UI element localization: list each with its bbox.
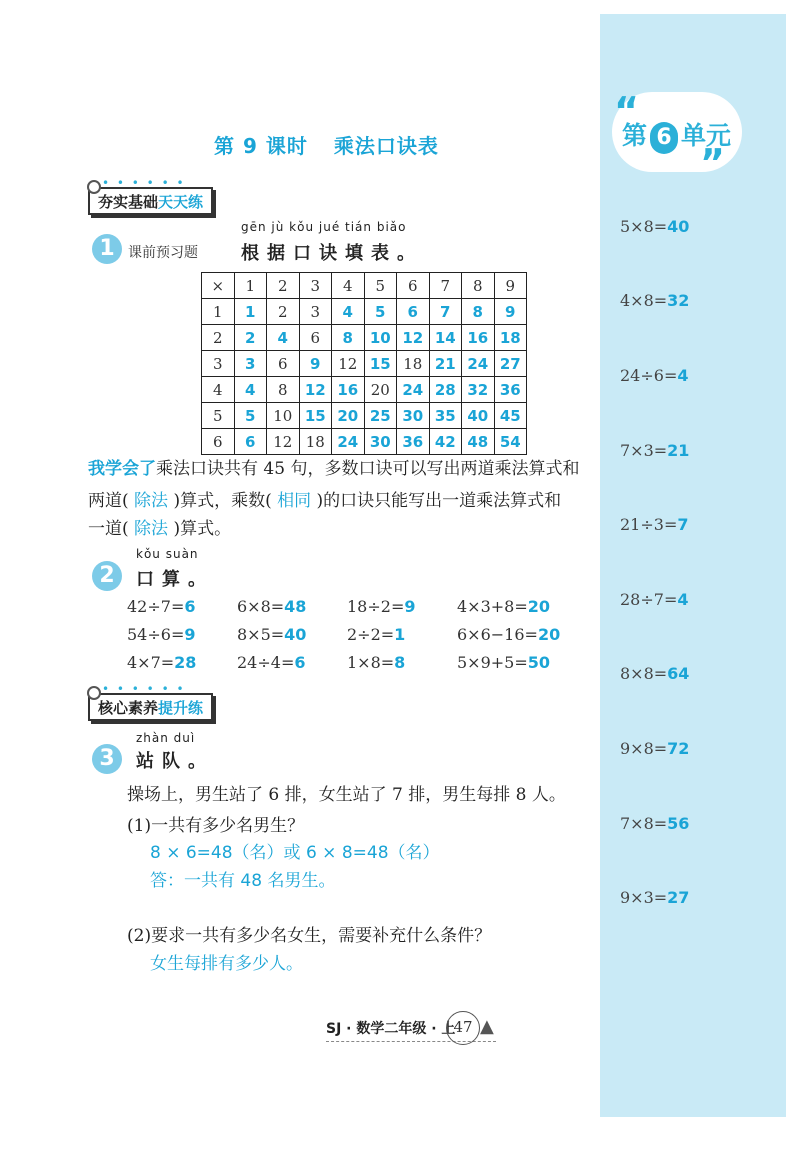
calc-expression: 8×5= — [237, 625, 285, 644]
table-cell-answer: 35 — [429, 403, 462, 429]
sidebar-answer: 27 — [667, 888, 690, 907]
sidebar-item — [620, 590, 689, 609]
unit-suffix: 单元 — [681, 121, 732, 150]
table-cell-answer: 28 — [429, 377, 462, 403]
table-cell-answer: 1 — [234, 299, 267, 325]
calc-answer: 28 — [174, 653, 197, 672]
sidebar-panel — [600, 14, 786, 1117]
table-cell-answer: 16 — [332, 377, 365, 403]
table-cell-given: 8 — [267, 377, 300, 403]
table-cell-answer: 30 — [364, 429, 397, 455]
sidebar-item — [620, 217, 689, 236]
calc-expression: 4×3+8= — [457, 597, 528, 616]
table-cell-answer: 15 — [299, 403, 332, 429]
calc-answer: 20 — [537, 625, 561, 644]
table-cell-answer: 9 — [494, 299, 527, 325]
calc-answer: 20 — [527, 597, 551, 616]
sidebar-item — [620, 814, 689, 833]
table-header-cell: 7 — [429, 273, 462, 299]
sidebar-item — [620, 441, 689, 460]
table-cell-given: 3 — [299, 299, 332, 325]
q2-text: 口算。 — [136, 569, 214, 590]
table-cell-given: 6 — [267, 351, 300, 377]
sidebar-expr: 28÷7= — [620, 590, 678, 609]
table-header-cell: 4 — [332, 273, 365, 299]
sidebar-expr: 9×8= — [620, 739, 668, 758]
table-row-header: 2 — [202, 325, 235, 351]
fill-answer: 除法 — [128, 519, 174, 539]
oral-calc-item — [347, 653, 405, 672]
table-cell-answer: 18 — [494, 325, 527, 351]
section-label-main: 核心素养 — [98, 699, 159, 717]
learned-text: )算式。 — [173, 519, 232, 539]
learned-text: 两道( — [88, 491, 129, 511]
oral-calc-item — [347, 597, 416, 616]
table-cell-answer: 14 — [429, 325, 462, 351]
oral-calc-item — [127, 597, 196, 616]
oral-calc-item — [237, 625, 306, 644]
calc-expression: 4×7= — [127, 653, 175, 672]
tree-icon: ▲ — [480, 1016, 494, 1037]
section-dots: • • • • • • — [102, 176, 186, 190]
table-cell-answer: 6 — [234, 429, 267, 455]
section-dots: • • • • • • — [102, 682, 186, 696]
table-header-cell: 2 — [267, 273, 300, 299]
unit-title — [622, 116, 731, 154]
section-header-core — [88, 682, 213, 722]
section-label — [88, 187, 213, 215]
table-cell-given: 18 — [299, 429, 332, 455]
sidebar-answer: 7 — [677, 515, 689, 534]
lesson-title — [214, 130, 439, 159]
table-header-cell: 1 — [234, 273, 267, 299]
sidebar-item — [620, 739, 689, 758]
table-cell-answer: 5 — [364, 299, 397, 325]
table-cell-answer: 8 — [332, 325, 365, 351]
pin-icon — [87, 686, 101, 700]
calc-expression: 24÷4= — [237, 653, 295, 672]
table-cell-answer: 3 — [234, 351, 267, 377]
oral-calc-item — [347, 625, 405, 644]
sidebar-item — [620, 366, 689, 385]
table-cell-answer: 5 — [234, 403, 267, 429]
sidebar-answer: 4 — [677, 590, 689, 609]
table-header-cell: × — [202, 273, 235, 299]
sidebar-answer: 4 — [677, 366, 689, 385]
q3-answer-1b: 答：一共有 48 名男生。 — [150, 871, 336, 891]
table-cell-answer: 24 — [332, 429, 365, 455]
q1-text: 根据口诀填表。 — [241, 243, 423, 264]
table-cell-answer: 24 — [397, 377, 430, 403]
table-row-header: 3 — [202, 351, 235, 377]
table-cell-answer: 27 — [494, 351, 527, 377]
table-cell-given: 20 — [364, 377, 397, 403]
calc-expression: 42÷7= — [127, 597, 185, 616]
table-row-header: 5 — [202, 403, 235, 429]
table-cell-answer: 45 — [494, 403, 527, 429]
table-cell-answer: 8 — [462, 299, 495, 325]
learned-line-3 — [88, 513, 231, 545]
learned-line-1 — [88, 453, 579, 485]
table-cell-given: 10 — [267, 403, 300, 429]
table-cell-answer: 16 — [462, 325, 495, 351]
sidebar-expr: 8×8= — [620, 664, 668, 683]
calc-expression: 1×8= — [347, 653, 395, 672]
calc-expression: 54÷6= — [127, 625, 185, 644]
table-row-header: 1 — [202, 299, 235, 325]
table-header-cell: 9 — [494, 273, 527, 299]
table-row — [202, 351, 527, 377]
sidebar-expr: 5×8= — [620, 217, 668, 236]
calc-expression: 6×6−16= — [457, 625, 538, 644]
calc-answer: 48 — [284, 597, 307, 616]
unit-prefix: 第 — [622, 121, 648, 150]
table-cell-answer: 40 — [462, 403, 495, 429]
table-cell-answer: 10 — [364, 325, 397, 351]
table-cell-answer: 42 — [429, 429, 462, 455]
table-cell-answer: 24 — [462, 351, 495, 377]
sidebar-item — [620, 888, 689, 907]
pin-icon — [87, 180, 101, 194]
calc-answer: 40 — [284, 625, 307, 644]
sidebar-answer: 40 — [667, 217, 690, 236]
table-cell-given: 2 — [267, 299, 300, 325]
question-number-2: 2 — [92, 561, 122, 591]
learned-text: )算式，乘数( — [173, 491, 272, 511]
table-cell-answer: 12 — [397, 325, 430, 351]
calc-expression: 5×9+5= — [457, 653, 528, 672]
learned-text: 一道( — [88, 519, 129, 539]
oral-calc-item — [457, 625, 560, 644]
unit-number: 6 — [650, 122, 678, 154]
preview-label: 课前预习题 — [128, 245, 198, 261]
oral-calc-item — [457, 653, 550, 672]
sidebar-expr: 24÷6= — [620, 366, 678, 385]
table-cell-answer: 48 — [462, 429, 495, 455]
q3-sub1: (1)一共有多少名男生？ — [127, 816, 305, 836]
calc-answer: 1 — [394, 625, 406, 644]
q3-answer-2: 女生每排有多少人。 — [150, 954, 303, 974]
table-row — [202, 325, 527, 351]
table-header-cell: 8 — [462, 273, 495, 299]
question-number-1: 1 — [92, 234, 122, 264]
sidebar-answer: 32 — [667, 291, 690, 310]
sidebar-answer: 21 — [667, 441, 690, 460]
table-cell-answer: 9 — [299, 351, 332, 377]
oral-calc-item — [237, 653, 306, 672]
table-cell-answer: 4 — [234, 377, 267, 403]
q3-text: 站队。 — [136, 751, 214, 772]
learned-label: 我学会了 — [88, 459, 156, 479]
table-cell-given: 12 — [332, 351, 365, 377]
page-number: 47 — [446, 1011, 480, 1045]
sidebar-answer: 72 — [667, 739, 690, 758]
oral-calc-item — [127, 625, 196, 644]
learned-text: )的口诀只能写出一道乘法算式和 — [316, 491, 562, 511]
table-cell-answer: 20 — [332, 403, 365, 429]
table-row — [202, 299, 527, 325]
footer-text: SJ · 数学二年级 · 上 — [326, 1021, 456, 1037]
table-cell-given: 18 — [397, 351, 430, 377]
section-label-main: 夯实基础 — [98, 193, 159, 211]
table-row — [202, 377, 527, 403]
sidebar-item — [620, 664, 689, 683]
section-label-highlight: 提升练 — [158, 699, 204, 717]
learned-text: 乘法口诀共有 45 句，多数口诀可以写出两道乘法算式和 — [156, 459, 580, 479]
quote-close-mark: ” — [700, 141, 725, 185]
table-header-cell: 6 — [397, 273, 430, 299]
calc-expression: 2÷2= — [347, 625, 395, 644]
lesson-name: 乘法口诀表 — [333, 134, 439, 158]
calc-expression: 6×8= — [237, 597, 285, 616]
section-label-highlight: 天天练 — [158, 193, 204, 211]
sidebar-answer: 56 — [667, 814, 690, 833]
q3-answer-1a: 8 × 6=48（名）或 6 × 8=48（名） — [150, 843, 440, 863]
calc-answer: 50 — [527, 653, 551, 672]
q3-sub2: (2)要求一共有多少名女生，需要补充什么条件？ — [127, 926, 492, 946]
table-cell-answer: 54 — [494, 429, 527, 455]
table-cell-answer: 15 — [364, 351, 397, 377]
multiplication-table — [201, 272, 527, 455]
table-row-header: 6 — [202, 429, 235, 455]
table-cell-answer: 36 — [494, 377, 527, 403]
sidebar-expr: 7×3= — [620, 441, 668, 460]
fill-answer: 相同 — [271, 491, 317, 511]
calc-answer: 8 — [394, 653, 406, 672]
sidebar-expr: 21÷3= — [620, 515, 678, 534]
table-cell-answer: 6 — [397, 299, 430, 325]
q3-body: 操场上，男生站了 6 排，女生站了 7 排，男生每排 8 人。 — [127, 785, 566, 805]
sidebar-expr: 4×8= — [620, 291, 668, 310]
section-label — [88, 693, 213, 721]
q2-pinyin: kǒu suàn — [136, 547, 199, 561]
calc-expression: 18÷2= — [347, 597, 405, 616]
quote-open-mark: “ — [614, 89, 639, 133]
calc-answer: 6 — [184, 597, 196, 616]
table-cell-given: 6 — [299, 325, 332, 351]
table-header-cell: 3 — [299, 273, 332, 299]
table-cell-answer: 2 — [234, 325, 267, 351]
q3-pinyin: zhàn duì — [136, 731, 196, 745]
table-row — [202, 403, 527, 429]
table-cell-answer: 4 — [332, 299, 365, 325]
table-row-header: 4 — [202, 377, 235, 403]
sidebar-expr: 9×3= — [620, 888, 668, 907]
table-cell-answer: 21 — [429, 351, 462, 377]
question-number-3: 3 — [92, 744, 122, 774]
sidebar-expr: 7×8= — [620, 814, 668, 833]
calc-answer: 6 — [294, 653, 306, 672]
sidebar-answer: 64 — [667, 664, 690, 683]
table-cell-answer: 36 — [397, 429, 430, 455]
calc-answer: 9 — [184, 625, 196, 644]
sidebar-item — [620, 515, 689, 534]
section-header-basic — [88, 176, 213, 216]
table-header-cell: 5 — [364, 273, 397, 299]
sidebar-item — [620, 291, 689, 310]
table-cell-answer: 7 — [429, 299, 462, 325]
table-row — [202, 429, 527, 455]
oral-calc-item — [457, 597, 550, 616]
fill-answer: 除法 — [128, 491, 174, 511]
table-cell-answer: 32 — [462, 377, 495, 403]
q1-pinyin: gēn jù kǒu jué tián biǎo — [241, 220, 407, 234]
oral-calc-item — [237, 597, 306, 616]
table-cell-given: 12 — [267, 429, 300, 455]
oral-calc-item — [127, 653, 196, 672]
lesson-number: 第 9 课时 — [214, 134, 308, 158]
table-cell-answer: 4 — [267, 325, 300, 351]
table-cell-answer: 30 — [397, 403, 430, 429]
table-cell-answer: 12 — [299, 377, 332, 403]
calc-answer: 9 — [404, 597, 416, 616]
table-cell-answer: 25 — [364, 403, 397, 429]
